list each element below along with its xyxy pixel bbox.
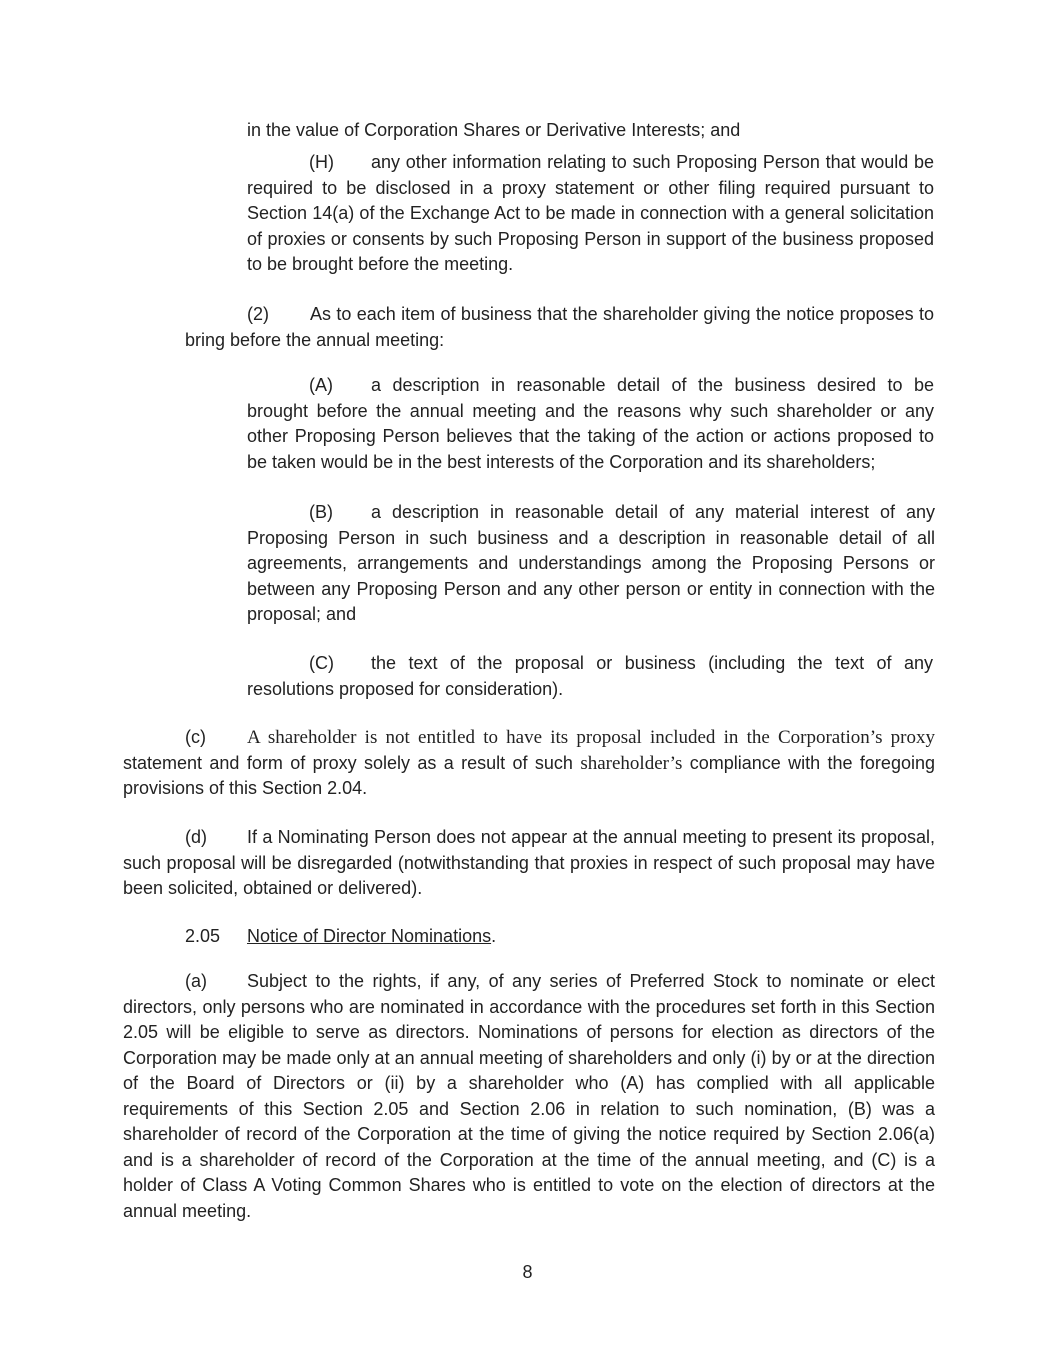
paragraph-a: [247, 373, 934, 475]
paragraph-text-2: compliance with the foregoing provisions of this Section 2.04.: [123, 752, 935, 798]
paragraph-a-2-05: [123, 969, 935, 1224]
paragraph-text: any other information relating to such Proposing Person that would be required to be disclosed in a proxy statement or other filing required pursuant to Section 14(a) of the Exchange Act to be made in connection with a general solicitation of proxies or consents by such Proposing Person in support of the business proposed to be brought before the meeting.: [247, 152, 934, 274]
paragraph-2: [185, 302, 934, 353]
paragraph-label: (C): [309, 653, 334, 673]
paragraph-c-upper: [247, 651, 933, 702]
paragraph-label: (d): [185, 827, 207, 847]
paragraph-text: a description in reasonable detail of any material interest of any Proposing Person in such business and a description in reasonable detail of all agreements, arrangements and understandings among the Proposing Persons or between any Proposing Person and any other person or entity in connection with the proposal; and: [247, 502, 935, 624]
paragraph-text: the text of the proposal or business (including the text of any resolutions proposed for consideration).: [247, 653, 933, 699]
section-title-period: .: [491, 926, 497, 946]
paragraph-text: a description in reasonable detail of the business desired to be brought before the annual meeting and the reasons why such shareholder or any other Proposing Person believes that the taking of the action or actions proposed to be taken would be in the best interests of the Corporation and its shareholders;: [247, 375, 934, 472]
paragraph-h: [247, 150, 934, 278]
paragraph-text: If a Nominating Person does not appear at the annual meeting to present its proposal, such proposal will be disregarded (notwithstanding that proxies in respect of such proposal may have been solicited, obtained or delivered).: [123, 827, 935, 898]
paragraph-text: statement and form of proxy solely as a result of such: [123, 752, 573, 773]
paragraph-label: (a): [185, 971, 207, 991]
section-title: Notice of Director Nominations: [247, 926, 492, 946]
paragraph-text: Subject to the rights, if any, of any series of Preferred Stock to nominate or elect directors, only persons who are nominated in accordance with the procedures set forth in this Section 2.05 will be eligible to serve as directors. Nominations of persons for election as directors of the Corporation may be made only at an annual meeting of shareholders and only (i) by or at the direction of the Board of Directors or (ii) by a shareholder who (A) has complied with all applicable requirements of this Section 2.05 and Section 2.06 in relation to such nomination, (B) was a shareholder of record of the Corporation at the time of giving the notice required by Section 2.06(a) and is a shareholder of record of the Corporation at the time of the annual meeting, and (C) is a holder of Class A Voting Common Shares who is entitled to vote on the election of directors at the annual meeting.: [123, 971, 935, 1221]
paragraph-label: (c): [185, 727, 206, 747]
paragraph-c-lower: [123, 725, 935, 802]
paragraph-text-serif-2: shareholder’s: [580, 752, 683, 774]
section-number: 2.05: [185, 926, 221, 946]
paragraph-g-continuation: [247, 118, 937, 144]
paragraph-label: (A): [309, 375, 333, 395]
paragraph-label: (2): [247, 304, 269, 324]
paragraph-text: As to each item of business that the shareholder giving the notice proposes to bring before the annual meeting:: [185, 304, 934, 350]
paragraph-d: [123, 825, 935, 902]
paragraph-text-serif: A shareholder is not entitled to have its proposal included in the Corporation’s proxy: [247, 727, 935, 748]
paragraph-text: in the value of Corporation Shares or Derivative Interests; and: [247, 120, 741, 140]
paragraph-label: (H): [309, 152, 334, 172]
page-number: 8: [522, 1262, 533, 1282]
section-heading-2-05: [185, 924, 885, 950]
paragraph-label: (B): [309, 502, 333, 522]
paragraph-b: [247, 500, 935, 628]
